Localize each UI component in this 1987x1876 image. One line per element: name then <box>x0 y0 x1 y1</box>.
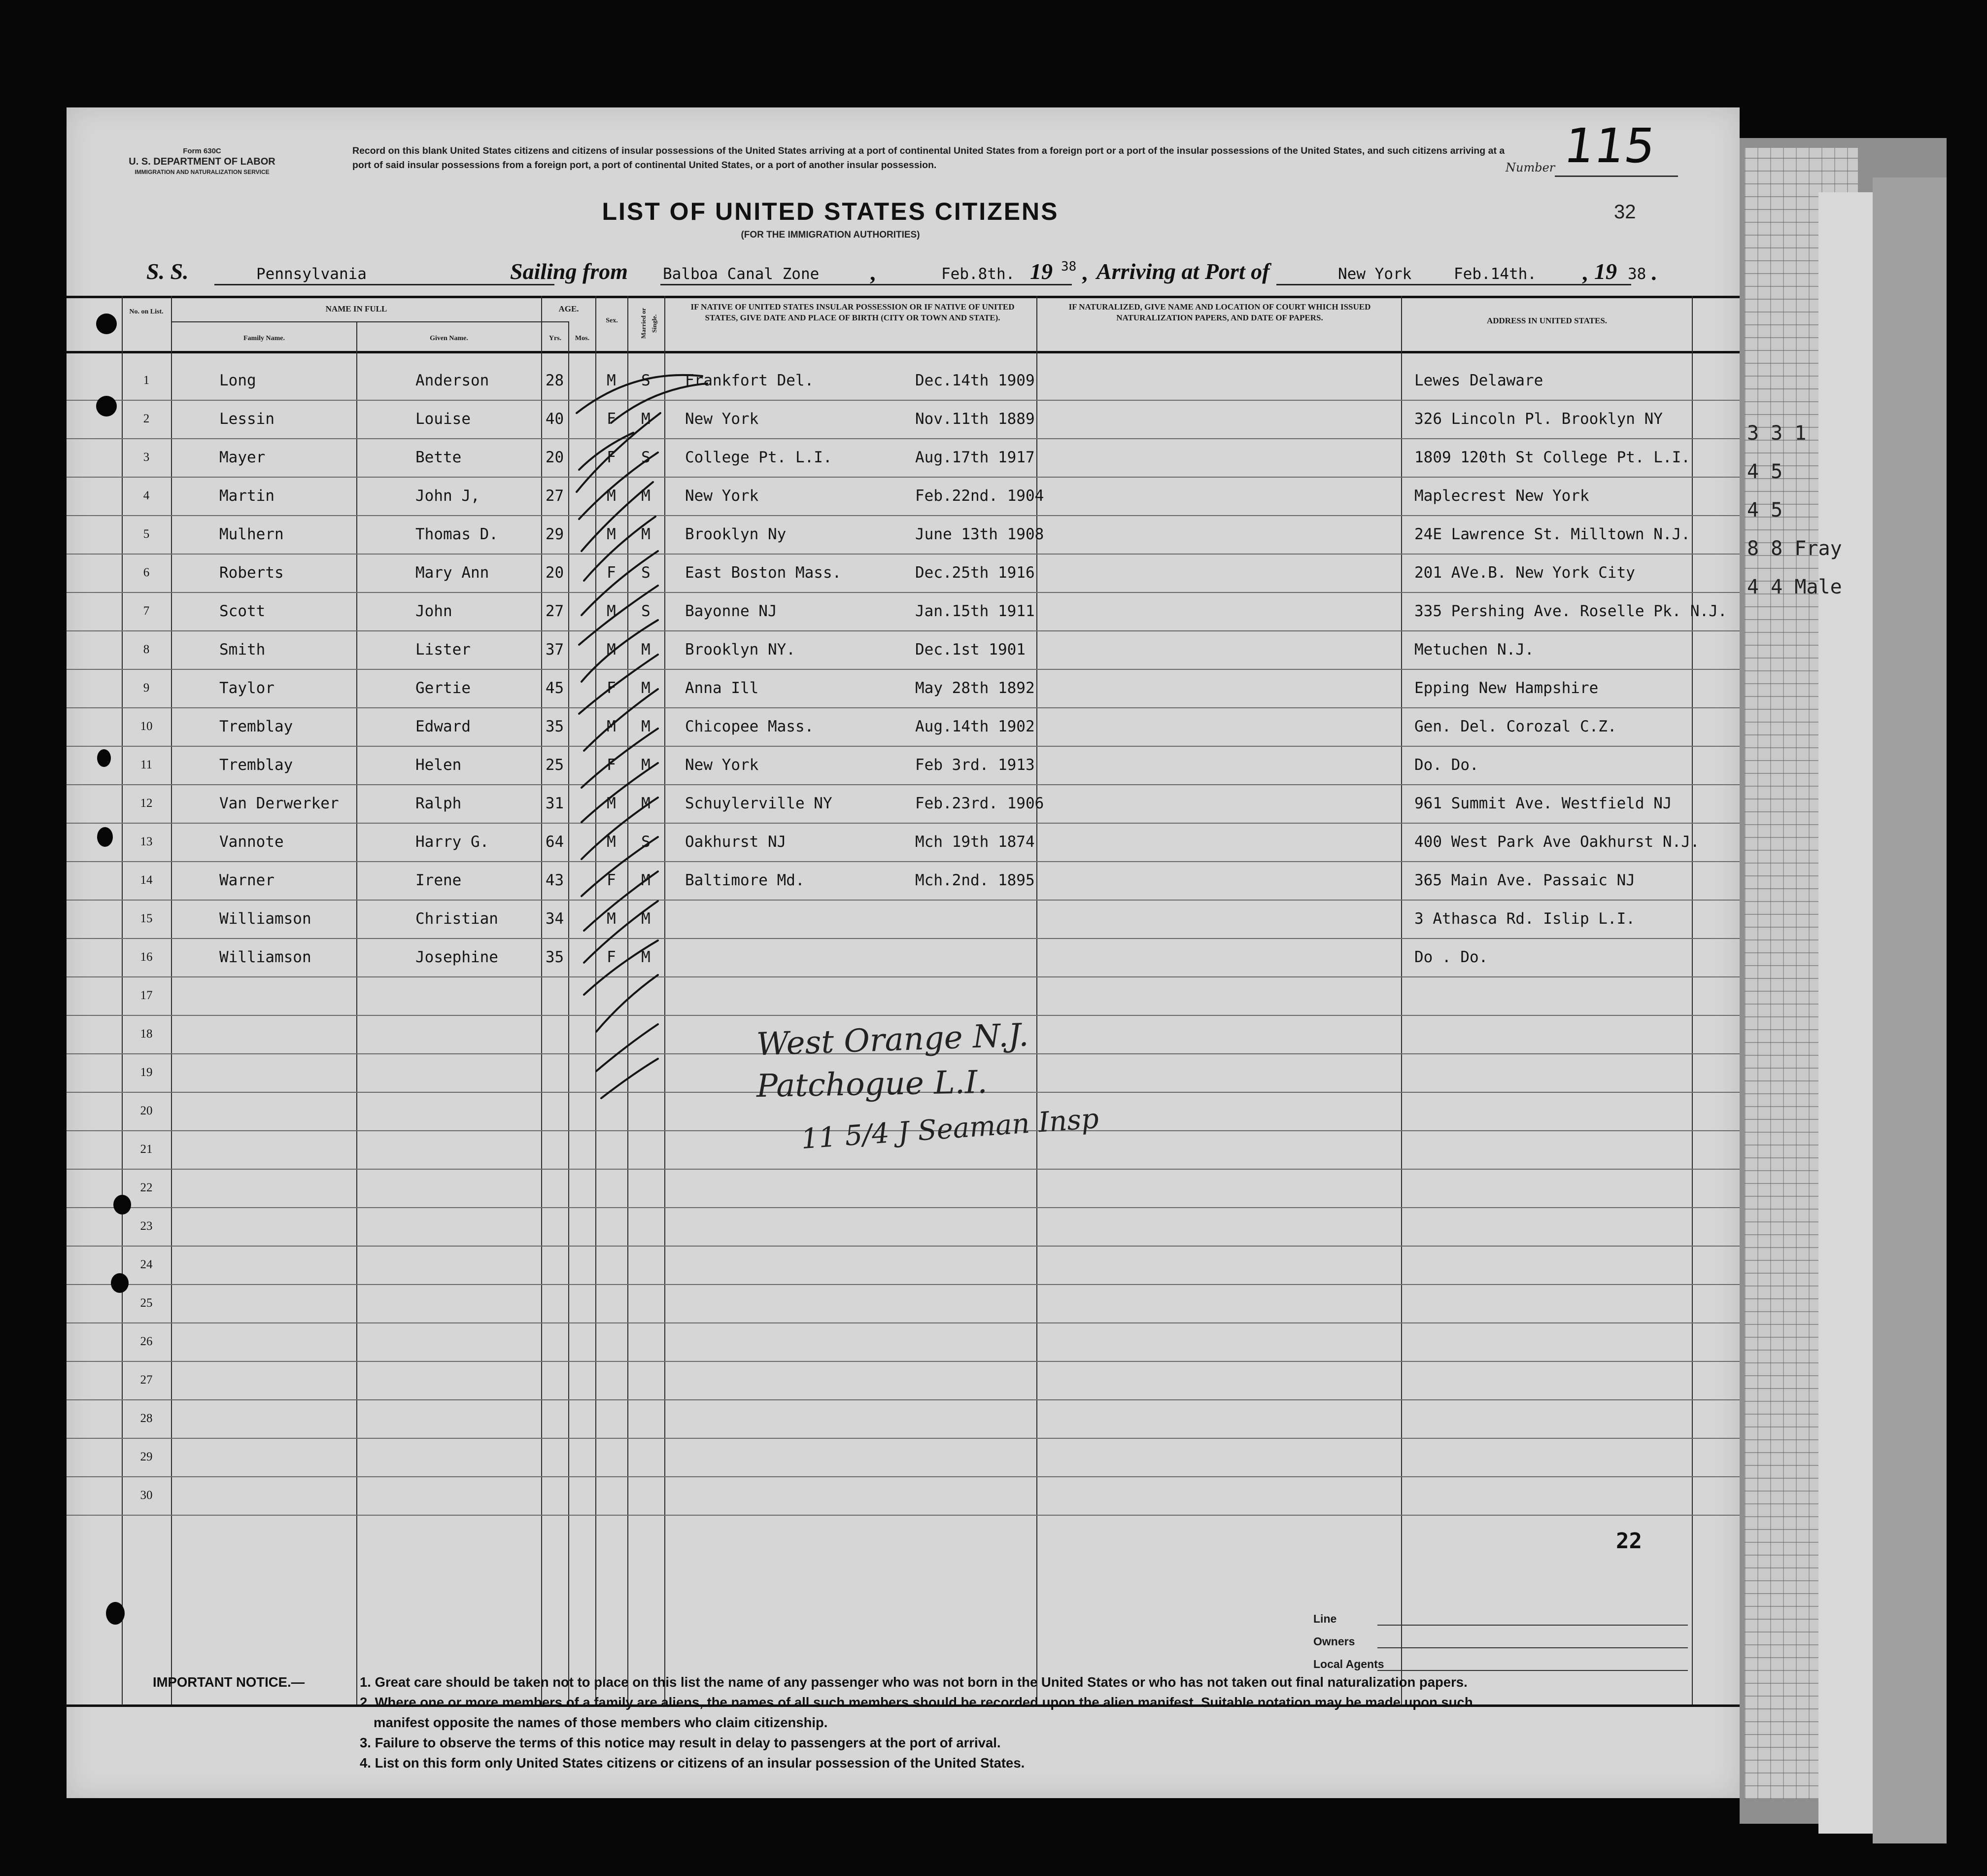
cell-age: 37 <box>545 641 564 659</box>
arriving-label: Arriving at Port of <box>1096 259 1270 284</box>
cell-place: Schuylerville NY <box>685 795 832 812</box>
cell-given: Christian <box>415 910 498 928</box>
background-sheet-edge <box>1873 177 1947 1843</box>
page-title: LIST OF UNITED STATES CITIZENS <box>602 198 1059 225</box>
cell-address: Gen. Del. Corozal C.Z. <box>1414 718 1617 735</box>
notice-item-1: 1. Great care should be taken not to place on this list the name of any passenger who was not born in the United States or who has not taken out final naturalization papers. <box>360 1674 1468 1690</box>
cell-age: 27 <box>545 487 564 505</box>
cell-given: Josephine <box>415 948 498 966</box>
cell-given: Harry G. <box>415 833 489 851</box>
cell-given: Bette <box>415 449 462 466</box>
cell-no: 8 <box>143 643 150 656</box>
cell-age: 20 <box>545 564 564 582</box>
cell-no: 11 <box>140 758 153 771</box>
cell-sex: M <box>607 833 616 851</box>
side-mark: 3 3 1 <box>1747 422 1807 445</box>
handwritten-place-16: Patchogue L.I. <box>756 1064 988 1105</box>
cell-given: Lister <box>415 641 471 659</box>
cell-place: Brooklyn NY. <box>685 641 795 659</box>
punch-hole <box>97 749 111 767</box>
handwritten-place-15: West Orange N.J. <box>755 1017 1029 1063</box>
cell-sex: M <box>607 910 616 928</box>
cell-address: 326 Lincoln Pl. Brooklyn NY <box>1414 410 1663 428</box>
cell-address: Do . Do. <box>1414 948 1488 966</box>
cell-place: Brooklyn Ny <box>685 525 787 543</box>
punch-hole <box>106 1602 125 1625</box>
header-naturalized: IF NATURALIZED, GIVE NAME AND LOCATION OF COURT WHICH ISSUED NATURALIZATION PAPERS, AND DATE OF PAPERS. <box>1068 302 1371 322</box>
service-name: IMMIGRATION AND NATURALIZATION SERVICE <box>135 169 270 175</box>
cell-no: 23 <box>140 1219 153 1233</box>
cell-no: 4 <box>143 489 150 502</box>
cell-place: Baltimore Md. <box>685 871 805 889</box>
cell-date: Mch.2nd. 1895 <box>915 871 1035 889</box>
cell-age: 43 <box>545 871 564 889</box>
cell-no: 10 <box>140 720 153 733</box>
cell-date: Nov.11th 1889 <box>915 410 1035 428</box>
cell-place: East Boston Mass. <box>685 564 842 582</box>
cell-sex: M <box>607 795 616 812</box>
cell-date: Feb.23rd. 1906 <box>915 795 1044 812</box>
cell-age: 64 <box>545 833 564 851</box>
cell-place: New York <box>685 410 759 428</box>
cell-address: 335 Pershing Ave. Roselle Pk. N.J. <box>1414 602 1727 620</box>
cell-date: Jan.15th 1911 <box>915 602 1035 620</box>
header-name-in-full: NAME IN FULL <box>325 304 387 313</box>
cell-date: Dec.14th 1909 <box>915 372 1035 389</box>
cell-address: 400 West Park Ave Oakhurst N.J. <box>1414 833 1700 851</box>
cell-ms: M <box>641 487 651 505</box>
cell-address: 3 Athasca Rd. Islip L.I. <box>1414 910 1635 928</box>
cell-family: Williamson <box>219 948 311 966</box>
cell-age: 28 <box>545 372 564 389</box>
comma: , <box>1582 260 1588 285</box>
cell-date: Mch 19th 1874 <box>915 833 1035 851</box>
cell-family: Smith <box>219 641 266 659</box>
cell-sex: M <box>607 718 616 735</box>
cell-place: Frankfort Del. <box>685 372 814 389</box>
cell-no: 13 <box>140 835 153 848</box>
side-mark: 4 5 <box>1747 499 1783 521</box>
side-mark: 4 5 <box>1747 460 1783 483</box>
cell-no: 16 <box>140 950 153 964</box>
cell-given: Irene <box>415 871 462 889</box>
page-number: 32 <box>1614 201 1636 223</box>
cell-address: Do. Do. <box>1414 756 1479 774</box>
cell-family: Tremblay <box>219 718 293 735</box>
important-notice <box>153 1672 1705 1773</box>
cell-address: 961 Summit Ave. Westfield NJ <box>1414 795 1672 812</box>
cell-address: Lewes Delaware <box>1414 372 1543 389</box>
cell-family: Mulhern <box>219 525 284 543</box>
cell-address: Epping New Hampshire <box>1414 679 1599 697</box>
cell-no: 1 <box>143 374 150 387</box>
cell-age: 35 <box>545 718 564 735</box>
cell-age: 27 <box>545 602 564 620</box>
cell-family: Williamson <box>219 910 311 928</box>
cell-date: Dec.1st 1901 <box>915 641 1026 659</box>
cell-given: Thomas D. <box>415 525 498 543</box>
side-tally-marks <box>1747 414 1842 606</box>
cell-no: 3 <box>143 451 150 464</box>
cell-no: 7 <box>143 604 150 618</box>
side-mark: 4 4 Male <box>1747 576 1842 598</box>
cell-place: New York <box>685 487 759 505</box>
punch-hole <box>96 313 117 334</box>
cell-address: 365 Main Ave. Passaic NJ <box>1414 871 1635 889</box>
cell-no: 29 <box>140 1450 153 1463</box>
header-yrs: Yrs. <box>548 335 562 342</box>
notice-item-2b: manifest opposite the names of those members who claim citizenship. <box>374 1715 828 1730</box>
cell-given: Helen <box>415 756 462 774</box>
cell-place: College Pt. L.I. <box>685 449 832 466</box>
list-number: 115 <box>1561 118 1659 174</box>
cell-place: Chicopee Mass. <box>685 718 814 735</box>
cell-given: Edward <box>415 718 471 735</box>
cell-no: 9 <box>143 681 150 695</box>
sailing-year-prefix: 19 <box>1030 259 1053 284</box>
comma: , <box>870 260 876 285</box>
sailing-year: 38 <box>1061 259 1077 274</box>
cell-no: 28 <box>140 1412 153 1425</box>
cell-given: Mary Ann <box>415 564 489 582</box>
cell-sex: M <box>607 487 616 505</box>
inspector-note: 11 5/4 J Seaman Insp <box>800 1102 1100 1156</box>
cell-place: Oakhurst NJ <box>685 833 787 851</box>
cell-no: 5 <box>143 527 150 541</box>
side-mark: 8 8 Fray <box>1747 537 1842 560</box>
arrival-year: 38 <box>1628 265 1646 283</box>
cell-given: John J, <box>415 487 480 505</box>
cell-ms: M <box>641 410 651 428</box>
cell-ms: S <box>641 564 651 582</box>
local-agents-field <box>1313 1651 1688 1674</box>
line-label: Line <box>1313 1612 1337 1625</box>
local-agents-label: Local Agents <box>1313 1658 1384 1670</box>
manifest-page <box>67 107 1740 1798</box>
header-address: ADDRESS IN UNITED STATES. <box>1486 316 1608 325</box>
cell-date: Dec.25th 1916 <box>915 564 1035 582</box>
cell-family: Martin <box>219 487 274 505</box>
header-family-name: Family Name. <box>243 335 285 342</box>
cell-ms: M <box>641 718 651 735</box>
cell-no: 25 <box>140 1296 153 1310</box>
cell-given: Louise <box>415 410 471 428</box>
cell-address: 24E Lawrence St. Milltown N.J. <box>1414 525 1690 543</box>
cell-no: 22 <box>140 1181 153 1194</box>
cell-ms: S <box>641 372 651 389</box>
cell-no: 19 <box>140 1066 153 1079</box>
check-marks <box>67 107 1740 1798</box>
header-birth: IF NATIVE OF UNITED STATES INSULAR POSSESSION OR IF NATIVE OF UNITED STATES, GIVE DATE AND PLACE OF BIRTH (CITY OR TOWN AND STATE). <box>690 302 1015 322</box>
cell-address: 1809 120th St College Pt. L.I. <box>1414 449 1690 466</box>
cell-sex: M <box>607 602 616 620</box>
cell-family: Lessin <box>219 410 274 428</box>
cell-no: 15 <box>140 912 153 925</box>
notice-item-2a: 2. Where one or more members of a family are aliens, the names of all such members should be recorded upon the alien manifest. Suitable notation may be made upon such <box>360 1695 1473 1710</box>
sailing-from: Balboa Canal Zone <box>663 265 820 283</box>
arrival-date: Feb.14th. <box>1454 265 1537 283</box>
sailing-label: Sailing from <box>510 259 628 284</box>
cell-ms: M <box>641 871 651 889</box>
passenger-total: 22 <box>1616 1529 1642 1554</box>
cell-no: 27 <box>140 1373 153 1387</box>
punch-hole <box>113 1195 131 1215</box>
cell-given: Anderson <box>415 372 489 389</box>
cell-age: 35 <box>545 948 564 966</box>
cell-date: Aug.14th 1902 <box>915 718 1035 735</box>
form-instructions: Record on this blank United States citizens and citizens of insular possessions of the United States arriving at a port of continental United States from a foreign port or a port of the insular possessions of the United States, and such citizens arriving at a port of said insular possessions from a foreign port, a port of continental United States, or a port of another insular possession. <box>352 145 1505 171</box>
cell-ms: M <box>641 525 651 543</box>
cell-sex: F <box>607 449 616 466</box>
notice-item-3: 3. Failure to observe the terms of this notice may result in delay to passengers at the port of arrival. <box>360 1735 1001 1750</box>
owners-label: Owners <box>1313 1635 1355 1648</box>
cell-no: 2 <box>143 412 150 425</box>
cell-sex: F <box>607 948 616 966</box>
cell-given: John <box>415 602 452 620</box>
cell-ms: M <box>641 641 651 659</box>
period: . <box>1651 260 1657 285</box>
owners-field <box>1313 1629 1688 1651</box>
cell-ms: S <box>641 602 651 620</box>
cell-sex: M <box>607 525 616 543</box>
cell-sex: F <box>607 410 616 428</box>
comma: , <box>1082 260 1088 285</box>
cell-family: Roberts <box>219 564 284 582</box>
page-subtitle: (FOR THE IMMIGRATION AUTHORITIES) <box>741 230 920 240</box>
header-married-single: Married or Single. <box>640 308 658 339</box>
cell-family: Van Derwerker <box>219 795 339 812</box>
cell-date: May 28th 1892 <box>915 679 1035 697</box>
cell-family: Vannote <box>219 833 284 851</box>
ship-name: Pennsylvania <box>256 265 367 283</box>
header-age: AGE. <box>558 304 579 313</box>
cell-ms: S <box>641 833 651 851</box>
cell-given: Gertie <box>415 679 471 697</box>
cell-date: Feb 3rd. 1913 <box>915 756 1035 774</box>
cell-place: Anna Ill <box>685 679 759 697</box>
cell-age: 40 <box>545 410 564 428</box>
cell-sex: M <box>607 372 616 389</box>
cell-sex: M <box>607 641 616 659</box>
cell-family: Tremblay <box>219 756 293 774</box>
agents-block <box>1313 1606 1688 1674</box>
cell-sex: F <box>607 564 616 582</box>
cell-no: 20 <box>140 1104 153 1117</box>
form-number: Form 630C <box>183 147 221 155</box>
cell-age: 25 <box>545 756 564 774</box>
cell-address: Metuchen N.J. <box>1414 641 1534 659</box>
cell-date: Feb.22nd. 1904 <box>915 487 1044 505</box>
cell-ms: M <box>641 910 651 928</box>
cell-date: June 13th 1908 <box>915 525 1044 543</box>
cell-ms: M <box>641 795 651 812</box>
cell-place: New York <box>685 756 759 774</box>
cell-ms: M <box>641 948 651 966</box>
cell-date: Aug.17th 1917 <box>915 449 1035 466</box>
cell-no: 18 <box>140 1027 153 1041</box>
cell-sex: F <box>607 679 616 697</box>
punch-hole <box>111 1273 129 1293</box>
line-field <box>1313 1606 1688 1629</box>
cell-no: 24 <box>140 1258 153 1271</box>
cell-place: Bayonne NJ <box>685 602 777 620</box>
cell-no: 21 <box>140 1143 153 1156</box>
arrival-year-prefix: 19 <box>1594 259 1617 284</box>
punch-hole <box>97 827 113 847</box>
cell-ms: M <box>641 679 651 697</box>
arrival-port: New York <box>1338 265 1412 283</box>
cell-age: 34 <box>545 910 564 928</box>
cell-age: 29 <box>545 525 564 543</box>
header-no: No. on List. <box>129 308 164 315</box>
header-mos: Mos. <box>575 335 590 342</box>
cell-no: 30 <box>140 1489 153 1502</box>
notice-label: IMPORTANT NOTICE.— <box>153 1674 305 1690</box>
cell-ms: M <box>641 756 651 774</box>
cell-sex: F <box>607 871 616 889</box>
cell-no: 6 <box>143 566 150 579</box>
cell-no: 17 <box>140 989 153 1002</box>
cell-no: 26 <box>140 1335 153 1348</box>
cell-family: Warner <box>219 871 274 889</box>
cell-no: 12 <box>140 797 153 810</box>
cell-address: Maplecrest New York <box>1414 487 1589 505</box>
header-given-name: Given Name. <box>430 335 468 342</box>
number-label: Number <box>1506 161 1555 174</box>
cell-family: Long <box>219 372 256 389</box>
cell-sex: F <box>607 756 616 774</box>
sailing-date: Feb.8th. <box>941 265 1015 283</box>
cell-family: Mayer <box>219 449 266 466</box>
department-name: U. S. DEPARTMENT OF LABOR <box>129 156 275 167</box>
header-sex: Sex. <box>606 317 618 324</box>
cell-address: 201 AVe.B. New York City <box>1414 564 1635 582</box>
ss-label: S. S. <box>146 259 189 284</box>
cell-family: Scott <box>219 602 266 620</box>
punch-hole <box>96 396 117 417</box>
cell-age: 31 <box>545 795 564 812</box>
notice-item-4: 4. List on this form only United States citizens or citizens of an insular possession of the United States. <box>360 1755 1025 1771</box>
cell-family: Taylor <box>219 679 274 697</box>
cell-given: Ralph <box>415 795 462 812</box>
cell-no: 14 <box>140 873 153 887</box>
cell-ms: S <box>641 449 651 466</box>
cell-age: 20 <box>545 449 564 466</box>
cell-age: 45 <box>545 679 564 697</box>
